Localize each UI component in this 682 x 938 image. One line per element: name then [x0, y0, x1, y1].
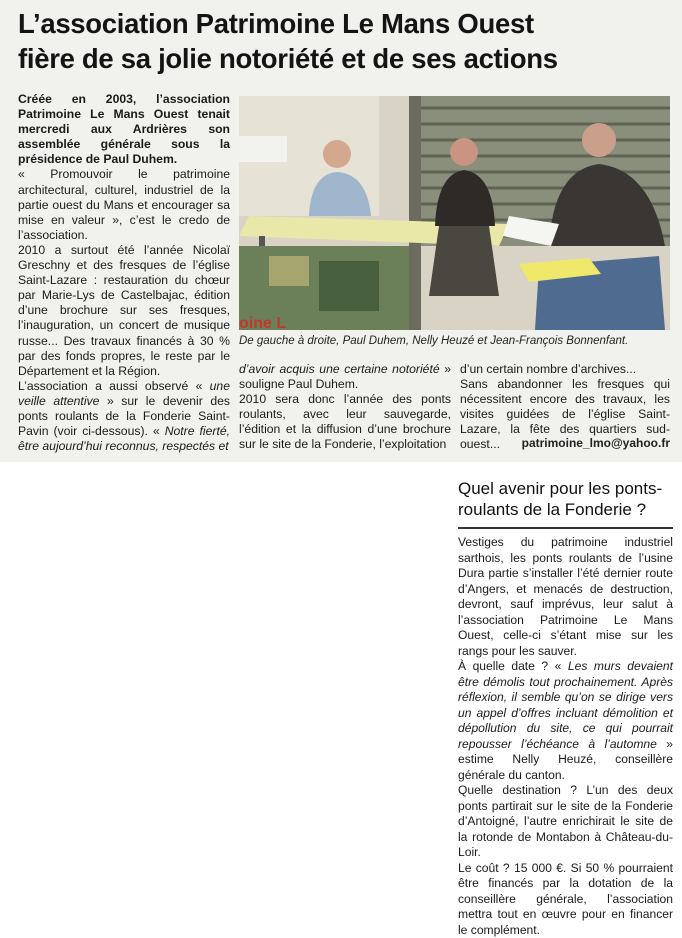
paragraph	[239, 362, 451, 392]
headline	[18, 6, 668, 76]
paragraph	[458, 659, 673, 783]
paragraph: Le coût ? 15 000 €. Si 50 % pourraient être financés par la dotation de la conseillère générale, l’association mettra tout en œuvre pour en financer le complément.	[458, 861, 673, 938]
paragraph: d’un certain nombre d’archives...	[460, 362, 670, 377]
quote-italic: Notre fierté, être aujourd’hui reconnus, respectés et	[18, 424, 230, 453]
divider	[458, 527, 673, 529]
paragraph: 2010 sera donc l’année des ponts roulants, avec leur sauvegarde, l’édition et la diffusion d’une brochure sur le site de la Fonderie, l’exploitation	[239, 392, 451, 452]
newspaper-clipping	[0, 0, 682, 462]
text-run: » sur le devenir des ponts roulants de la Fonderie Saint-Pavin (voir ci-dessous). «	[18, 394, 230, 438]
headline-line-2: fière de sa jolie notoriété et de ses actions	[18, 41, 668, 76]
photo-caption: De gauche à droite, Paul Duhem, Nelly Heuzé et Jean-François Bonnenfant.	[239, 334, 670, 348]
quote-italic: d’avoir acquis une certaine notoriété	[239, 362, 440, 376]
article-photo	[239, 96, 670, 330]
paragraph	[18, 379, 230, 454]
paragraph: 2010 a surtout été l’année Nicolaï Greschny et des fresques de l’église Saint-Lazare : restauration du chœur par Marie-Lys de Castelbajac, édition d’une brochure sur ses fresques, l’inauguration, un concert de musique russe... Des travaux financés à 30 % par des fonds propres, le reste par le Département et la Région.	[18, 243, 230, 379]
text-run: » estime Nelly Heuzé, conseillère générale du canton.	[458, 737, 673, 782]
sidebar-title: Quel avenir pour les ponts-roulants de la Fonderie ?	[458, 478, 673, 520]
text-run: À quelle date ? «	[458, 659, 568, 673]
article-column-2	[239, 362, 451, 453]
photo-illustration	[239, 96, 670, 330]
text-run: » souligne Paul Duhem.	[239, 362, 451, 391]
headline-line-1: L’association Patrimoine Le Mans Ouest	[18, 6, 668, 41]
quote-italic: Les murs devaient être démolis tout prochainement. Après réflexion, il semble qu’on se dirige vers un appel d’offres incluant démolition et dépollution du site, ce qui pourrait repousser l’échéance à l’automne	[458, 659, 673, 751]
contact-email: patrimoine_lmo@yahoo.fr	[522, 436, 670, 450]
sidebar-article	[458, 535, 673, 938]
svg-text:oine L: oine L	[239, 315, 286, 330]
paragraph: Quelle destination ? L’un des deux ponts partirait sur le site de la Fonderie d’Antoigné, l’autre enrichirait le site de la rotonde de Montabon à Château-du-Loir.	[458, 783, 673, 861]
paragraph: « Promouvoir le patrimoine architectural, culturel, industriel de la partie ouest du Mans et encourager sa mise en valeur », c’est le credo de l’association.	[18, 167, 230, 242]
article-lead: Créée en 2003, l’association Patrimoine Le Mans Ouest tenait mercredi aux Ardrières son assemblée générale sous la présidence de Paul Duhem.	[18, 92, 230, 167]
paragraph: Vestiges du patrimoine industriel sarthois, les ponts roulants de l’usine Dura partie s’installer l’été dernier route d’Angers, et menacés de destruction, devront, sauf imprévus, leur salut à l’association Patrimoine Le Mans Ouest, celle-ci s’étant mise sur les rangs pour les sauver.	[458, 535, 673, 659]
article-column-1	[18, 92, 230, 454]
paragraph: Sans abandonner les fresques qui nécessitent encore des travaux, les visites guidées de l’église Saint-Lazare, la fête des quartiers sud-ouest...	[460, 377, 670, 452]
quote-italic: une veille attentive	[18, 379, 230, 408]
text-run: L’association a aussi observé «	[18, 379, 210, 393]
